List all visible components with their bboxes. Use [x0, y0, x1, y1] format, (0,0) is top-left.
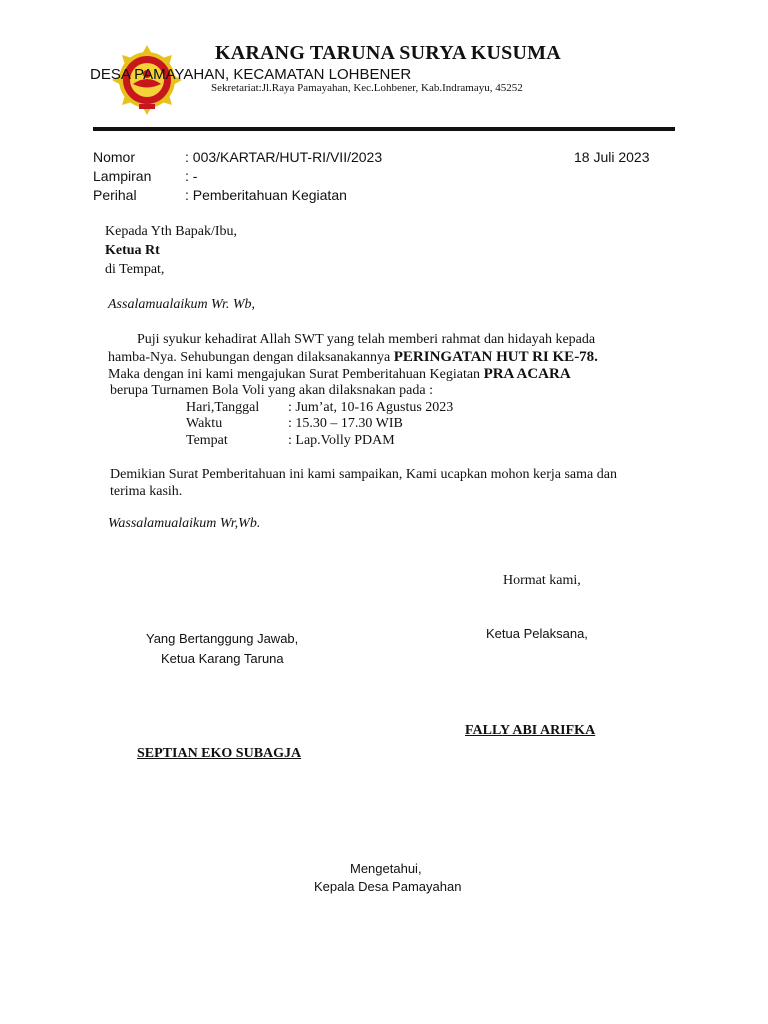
letterhead-divider — [93, 127, 675, 131]
recipient-name: Ketua Rt — [105, 243, 160, 258]
detail-value-time: : 15.30 – 17.30 WIB — [288, 416, 403, 431]
right-signer-name: FALLY ABI ARIFKA — [465, 723, 596, 738]
kepala-desa-title: Kepala Desa Pamayahan — [314, 879, 462, 894]
paragraph-line-1: Puji syukur kehadirat Allah SWT yang telah memberi rahmat dan hidayah kepada — [137, 332, 596, 347]
lampiran-label: Lampiran — [93, 168, 152, 184]
left-signer-title-2: Ketua Karang Taruna — [161, 651, 284, 666]
closing-line-2: terima kasih. — [110, 484, 183, 499]
closing-line-1: Demikian Surat Pemberitahuan ini kami sampaikan, Kami ucapkan mohon kerja sama dan — [110, 467, 617, 482]
left-signer-name: SEPTIAN EKO SUBAGJA — [137, 746, 302, 761]
paragraph-line-2-text: hamba-Nya. Sehubungan dengan dilaksanakannya — [108, 350, 394, 365]
org-subtitle: DESA PAMAYAHAN, KECAMATAN LOHBENER — [90, 66, 412, 83]
paragraph-line-3-text: Maka dengan ini kami mengajukan Surat Pemberitahuan Kegiatan — [108, 367, 484, 382]
salam-closing: Wassalamualaikum Wr,Wb. — [108, 516, 261, 531]
right-signer-title: Ketua Pelaksana, — [486, 626, 588, 641]
detail-value-place: : Lap.Volly PDAM — [288, 433, 395, 448]
paragraph-line-2 — [108, 349, 598, 366]
detail-label-time: Waktu — [186, 416, 223, 431]
event-type: PRA ACARA — [483, 366, 571, 382]
detail-value-date: : Jum’at, 10-16 Agustus 2023 — [288, 400, 454, 415]
nomor-label: Nomor — [93, 149, 136, 165]
event-name: PERINGATAN HUT RI KE-78. — [393, 349, 598, 365]
hormat-kami: Hormat kami, — [503, 573, 581, 588]
detail-label-date: Hari,Tanggal — [186, 400, 260, 415]
perihal-label: Perihal — [93, 187, 137, 203]
perihal-value: : Pemberitahuan Kegiatan — [185, 187, 347, 203]
detail-label-place: Tempat — [186, 433, 228, 448]
recipient-place: di Tempat, — [105, 262, 165, 277]
left-signer-title-1: Yang Bertanggung Jawab, — [146, 631, 299, 646]
letter-date: 18 Juli 2023 — [574, 149, 650, 165]
paragraph-line-3 — [108, 366, 571, 383]
mengetahui: Mengetahui, — [350, 861, 422, 876]
nomor-value: : 003/KARTAR/HUT-RI/VII/2023 — [185, 149, 383, 165]
paragraph-line-4: berupa Turnamen Bola Voli yang akan dilaksnakan pada : — [110, 383, 433, 398]
org-address: Sekretariat:Jl.Raya Pamayahan, Kec.Lohbener, Kab.Indramayu, 45252 — [211, 82, 523, 94]
org-name: KARANG TARUNA SURYA KUSUMA — [215, 42, 561, 64]
salam-opening: Assalamualaikum Wr. Wb, — [108, 297, 255, 312]
lampiran-value: : - — [185, 168, 198, 184]
recipient-greeting: Kepada Yth Bapak/Ibu, — [105, 224, 238, 239]
